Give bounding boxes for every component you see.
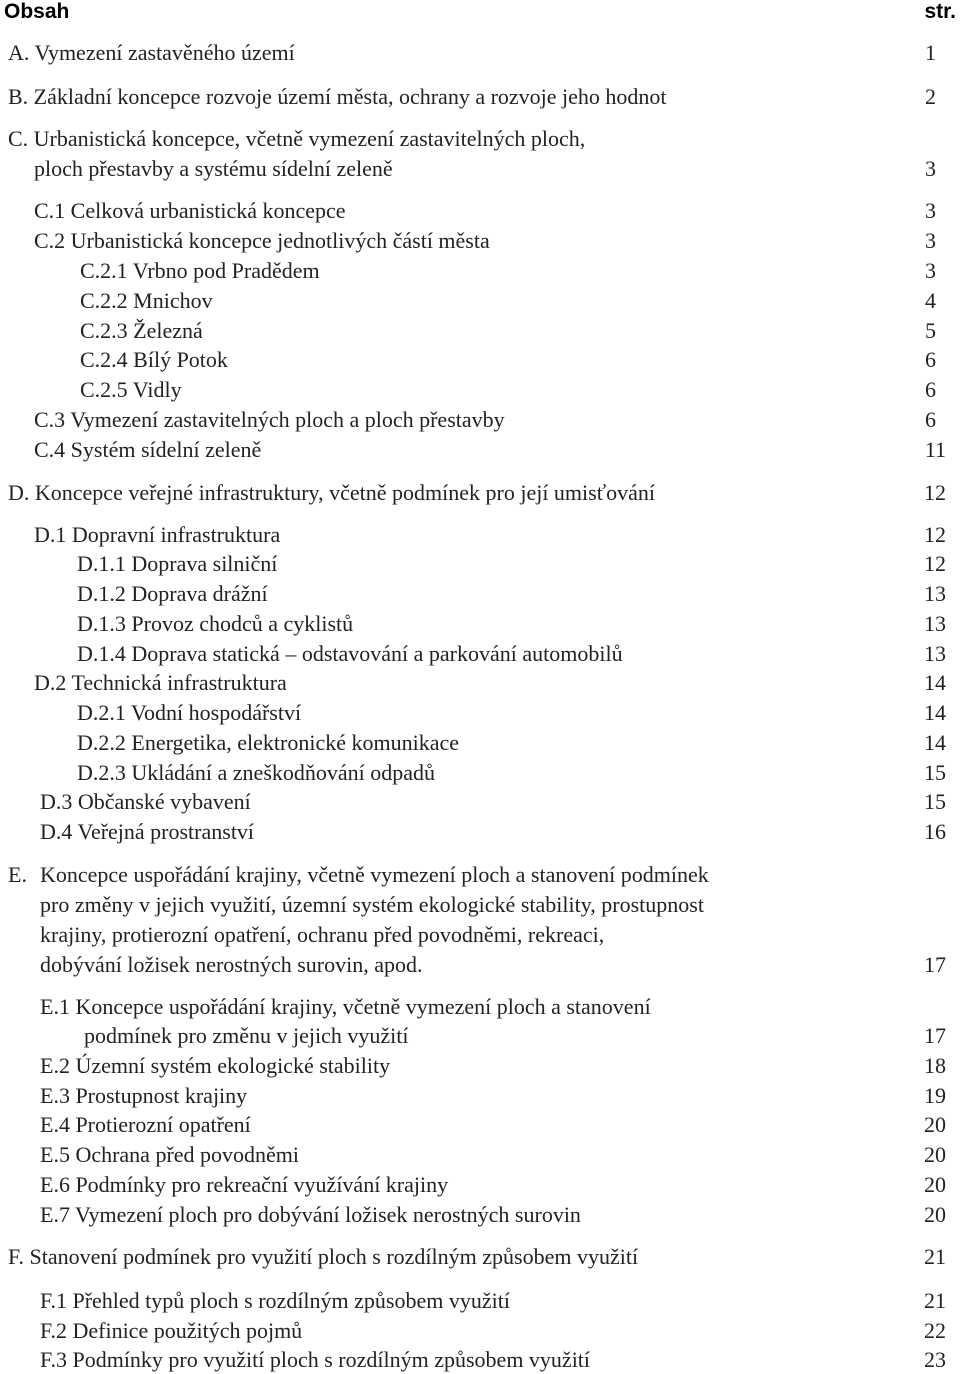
- toc-entry-page: 13: [924, 581, 946, 606]
- toc-entry-text: C.2.5 Vidly: [80, 377, 182, 402]
- toc-entry-page: 17: [924, 1023, 946, 1048]
- toc-entry-page: 11: [924, 437, 946, 462]
- toc-entry-text: Koncepce uspořádání krajiny, včetně vymezení ploch a stanovení podmínek: [40, 862, 709, 887]
- toc-entry-text: E.3 Prostupnost krajiny: [40, 1083, 248, 1108]
- toc-entry-text: F.2 Definice použitých pojmů: [40, 1318, 303, 1343]
- toc-entry-text: C.2.3 Železná: [80, 318, 203, 343]
- toc-entry-text: D.4 Veřejná prostranství: [40, 819, 255, 844]
- toc-entry-text: F.1 Přehled typů ploch s rozdílným způsobem využití: [40, 1288, 510, 1313]
- toc-entry-text: C.2 Urbanistická koncepce jednotlivých částí města: [34, 228, 490, 253]
- page-column-label: str.: [924, 0, 956, 23]
- toc-entry-page: 18: [924, 1053, 946, 1078]
- toc-entry-text: D. Koncepce veřejné infrastruktury, včetně podmínek pro její umisťování: [8, 480, 655, 505]
- toc-entry-text: C. Urbanistická koncepce, včetně vymezení zastavitelných ploch,: [8, 126, 586, 151]
- toc-entry-page: 1: [925, 40, 936, 65]
- toc-entry-page: 6: [925, 377, 936, 402]
- toc-entry-page: 17: [924, 952, 946, 977]
- toc-entry-page: 20: [924, 1172, 946, 1197]
- toc-entry-text: E.1 Koncepce uspořádání krajiny, včetně vymezení ploch a stanovení: [40, 994, 651, 1019]
- toc-entry-text: C.2.4 Bílý Potok: [80, 347, 228, 372]
- toc-entry-text: D.1 Dopravní infrastruktura: [34, 522, 281, 547]
- toc-entry-text: C.2.1 Vrbno pod Pradědem: [80, 258, 320, 283]
- toc-entry-text-cont: krajiny, protierozní opatření, ochranu před povodněmi, rekreaci,: [40, 922, 605, 947]
- toc-entry-text-cont: ploch přestavby a systému sídelní zeleně: [34, 156, 393, 181]
- toc-entry-text: D.2.3 Ukládání a zneškodňování odpadů: [77, 760, 436, 785]
- toc-entry-page: 21: [924, 1244, 946, 1269]
- toc-entry-text-cont: dobývání ložisek nerostných surovin, apod.: [40, 952, 423, 977]
- toc-entry-text: C.4 Systém sídelní zeleně: [34, 437, 262, 462]
- toc-entry-text: D.2.1 Vodní hospodářství: [77, 700, 302, 725]
- toc-entry-page: 5: [925, 318, 936, 343]
- toc-entry-page: 6: [925, 347, 936, 372]
- toc-entry-text: D.1.1 Doprava silniční: [77, 551, 278, 576]
- toc-entry-page: 12: [924, 480, 946, 505]
- toc-entry-text: E.6 Podmínky pro rekreační využívání krajiny: [40, 1172, 449, 1197]
- toc-entry-text: C.3 Vymezení zastavitelných ploch a ploch přestavby: [34, 407, 505, 432]
- toc-entry-label: E.: [8, 862, 27, 887]
- toc-entry-page: 15: [924, 760, 946, 785]
- toc-entry-text: C.1 Celková urbanistická koncepce: [34, 198, 346, 223]
- toc-entry-text: D.1.3 Provoz chodců a cyklistů: [77, 611, 354, 636]
- toc-entry-text: E.4 Protierozní opatření: [40, 1112, 251, 1137]
- toc-entry-page: 21: [924, 1288, 946, 1313]
- toc-entry-page: 4: [925, 288, 936, 313]
- toc-entry-text: D.1.2 Doprava drážní: [77, 581, 268, 606]
- toc-entry-text: F. Stanovení podmínek pro využití ploch s rozdílným způsobem využití: [8, 1244, 639, 1269]
- toc-entry-page: 13: [924, 611, 946, 636]
- toc-entry-text: D.1.4 Doprava statická – odstavování a parkování automobilů: [77, 641, 623, 666]
- toc-entry-text-cont: pro změny v jejich využití, územní systém ekologické stability, prostupnost: [40, 892, 704, 917]
- toc-entry-page: 2: [925, 84, 936, 109]
- toc-entry-text: E.5 Ochrana před povodněmi: [40, 1142, 300, 1167]
- toc-entry-text: E.7 Vymezení ploch pro dobývání ložisek nerostných surovin: [40, 1202, 581, 1227]
- toc-entry-text: B. Základní koncepce rozvoje území města, ochrany a rozvoje jeho hodnot: [8, 84, 667, 109]
- toc-entry-page: 22: [924, 1318, 946, 1343]
- toc-entry-page: 19: [924, 1083, 946, 1108]
- toc-entry-text: D.2 Technická infrastruktura: [34, 670, 287, 695]
- toc-entry-text-cont: podmínek pro změnu v jejich využití: [84, 1023, 409, 1048]
- toc-entry-page: 16: [924, 819, 946, 844]
- toc-entry-page: 12: [924, 522, 946, 547]
- toc-entry-page: 14: [924, 670, 946, 695]
- toc-entry-text: D.3 Občanské vybavení: [40, 789, 251, 814]
- toc-entry-page: 14: [924, 730, 946, 755]
- toc-entry-page: 20: [924, 1112, 946, 1137]
- toc-entry-page: 14: [924, 700, 946, 725]
- toc-entry-text: E.2 Územní systém ekologické stability: [40, 1053, 391, 1078]
- toc-entry-page: 3: [925, 228, 936, 253]
- toc-entry-text: A. Vymezení zastavěného území: [8, 40, 295, 65]
- toc-entry-page: 20: [924, 1142, 946, 1167]
- toc-entry-text: F.3 Podmínky pro využití ploch s rozdílným způsobem využití: [40, 1347, 591, 1372]
- toc-entry-page: 3: [925, 258, 936, 283]
- toc-entry-page: 23: [924, 1347, 946, 1372]
- toc-entry-page: 12: [924, 551, 946, 576]
- toc-title: Obsah: [4, 0, 70, 23]
- toc-entry-page: 6: [925, 407, 936, 432]
- toc-entry-page: 15: [924, 789, 946, 814]
- toc-entry-page: 20: [924, 1202, 946, 1227]
- toc-entry-page: 3: [925, 156, 936, 181]
- toc-entry-page: 3: [925, 198, 936, 223]
- toc-entry-text: D.2.2 Energetika, elektronické komunikace: [77, 730, 460, 755]
- toc-entry-page: 13: [924, 641, 946, 666]
- toc-entry-text: C.2.2 Mnichov: [80, 288, 213, 313]
